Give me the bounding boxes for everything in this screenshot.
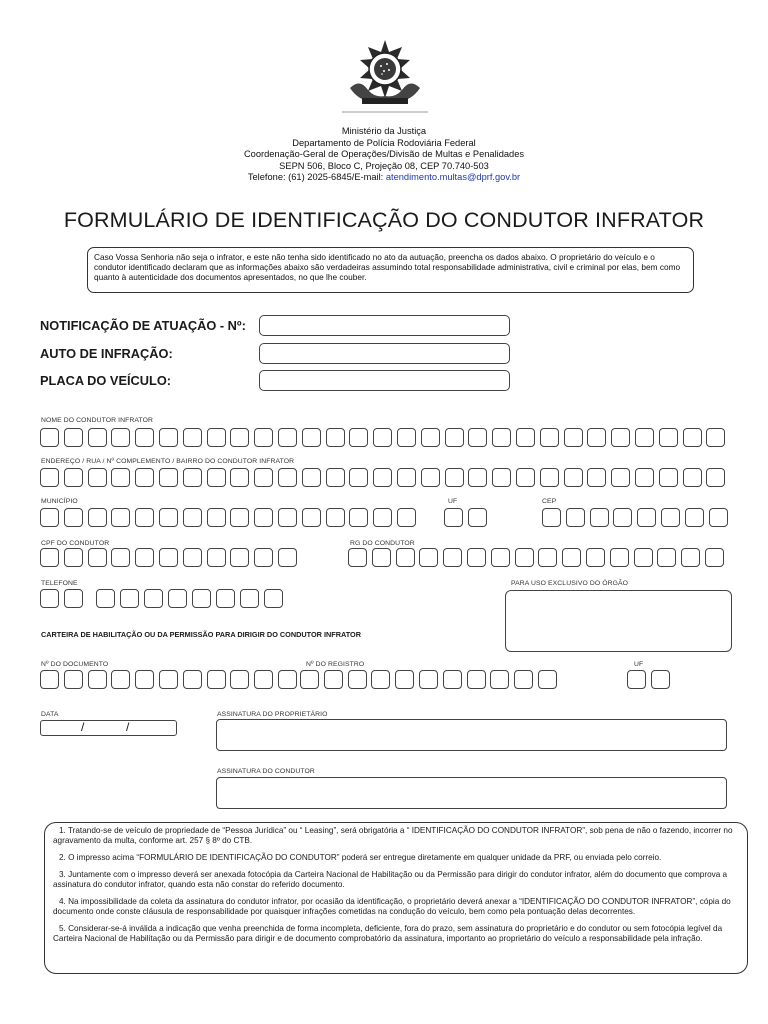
char-box[interactable] [240,589,259,608]
char-box[interactable] [468,508,487,527]
char-box[interactable] [111,468,130,487]
char-box[interactable] [159,468,178,487]
char-box[interactable] [538,548,557,567]
instructions-box [44,822,748,974]
driver-signature-field[interactable] [216,777,727,809]
department-line: Departamento de Polícia Rodoviária Federal [292,137,476,148]
char-box[interactable] [349,468,368,487]
char-box[interactable] [159,670,178,689]
char-box[interactable] [706,428,725,447]
char-box[interactable] [492,468,511,487]
agency-use-label: PARA USO EXCLUSIVO DO ÓRGÃO [511,580,629,587]
char-box[interactable] [637,508,656,527]
char-box[interactable] [168,589,187,608]
char-box[interactable] [326,508,345,527]
char-box[interactable] [159,428,178,447]
char-box[interactable] [144,589,163,608]
char-box[interactable] [681,548,700,567]
instruction-item: 2. O impresso acima “FORMULÁRIO DE IDENTIFICAÇÃO DO CONDUTOR” poderá ser entregue diretamente em qualquer unidade da PRF, ou enviada pelo correio. [59,853,662,862]
char-box[interactable] [88,670,107,689]
form-title: FORMULÁRIO DE IDENTIFICAÇÃO DO CONDUTOR INFRATOR [63,208,705,232]
char-box[interactable] [40,670,59,689]
agency-use-box [505,590,732,652]
char-box[interactable] [207,468,226,487]
char-box[interactable] [542,508,561,527]
char-box[interactable] [230,548,249,567]
city-label: MUNICÍPIO [41,498,78,505]
driver-name-label: NOME DO CONDUTOR INFRATOR [41,417,154,424]
char-box[interactable] [135,548,154,567]
char-box[interactable] [207,670,226,689]
intro-box: Caso Vossa Senhoria não seja o infrator, e este não tenha sido identificado no ato da autuação, preencha os dados abaixo. O proprietário do veículo e o condutor identificado declaram que as informações abaixo são verdadeiras assumindo total responsabilidade administrativa, civil e criminal por elas, bem como quanto à autenticidade dos documentos apresentados, no que lhe couber. [87,247,694,293]
char-box[interactable] [135,428,154,447]
char-box[interactable] [96,589,115,608]
char-box[interactable] [183,508,202,527]
char-box[interactable] [610,548,629,567]
char-box[interactable] [397,508,416,527]
char-box[interactable] [135,508,154,527]
notification-label: NOTIFICAÇÃO DE ATUAÇÃO - Nº: [40,318,246,333]
char-box[interactable] [349,508,368,527]
char-box[interactable] [651,670,670,689]
char-box[interactable] [264,589,283,608]
char-box[interactable] [587,428,606,447]
char-box[interactable] [230,670,249,689]
char-box[interactable] [88,428,107,447]
char-box[interactable] [159,508,178,527]
char-box[interactable] [324,670,343,689]
owner-signature-field[interactable] [216,719,727,751]
char-box[interactable] [135,468,154,487]
char-box[interactable] [111,670,130,689]
char-box[interactable] [540,428,559,447]
char-box[interactable] [395,670,414,689]
char-box[interactable] [515,548,534,567]
char-box[interactable] [64,548,83,567]
char-box[interactable] [421,428,440,447]
date-separator: / [81,720,85,734]
char-box[interactable] [590,508,609,527]
char-box[interactable] [64,670,83,689]
char-box[interactable] [661,508,680,527]
char-box[interactable] [254,548,273,567]
char-box[interactable] [64,428,83,447]
char-box[interactable] [445,468,464,487]
license-section-title: CARTEIRA DE HABILITAÇÃO OU DA PERMISSÃO PARA DIRIGIR DO CONDUTOR INFRATOR [41,630,361,639]
char-box[interactable] [468,468,487,487]
char-box[interactable] [659,468,678,487]
char-box[interactable] [254,468,273,487]
char-box[interactable] [490,670,509,689]
email-link[interactable]: atendimento.multas@dprf.gov.br [385,172,521,183]
char-box[interactable] [183,428,202,447]
char-box[interactable] [516,428,535,447]
cpf-label: CPF DO CONDUTOR [41,540,110,547]
document-number-label: Nº DO DOCUMENTO [41,661,109,668]
instruction-item: 4. Na impossibilidade da coleta da assinatura do condutor infrator, por ocasião da identificação, o proprietário deverá anexar a “IDENTIFICAÇÃO DO CONDUTOR INFRATOR”, cópia do documento onde conste cláusula de responsabilidade por quaisquer infrações cometidas na condução do veículo, bem como pela pontuação delas decorrentes. [53,896,731,916]
char-box[interactable] [445,428,464,447]
char-box[interactable] [183,548,202,567]
phone-label: TELEFONE [41,580,78,587]
char-box[interactable] [419,548,438,567]
char-box[interactable] [611,428,630,447]
char-box[interactable] [348,548,367,567]
owner-signature-label: ASSINATURA DO PROPRIETÁRIO [217,711,328,718]
char-box[interactable] [40,548,59,567]
char-box[interactable] [659,428,678,447]
instruction-item: 3. Juntamente com o impresso deverá ser anexada fotocópia da Carteira Nacional de Habilitação ou da Permissão para dirigir do condutor infrator, além do documento que comprova a assinatura do condutor infrator, quando esta não constar do referido documento. [53,869,728,889]
char-box[interactable] [40,428,59,447]
rg-label: RG DO CONDUTOR [350,540,415,547]
instruction-item: 1. Tratando-se de veículo de propriedade de “Pessoa Jurídica” ou “ Leasing”, será obrigatória a “ IDENTIFICAÇÃO DO CONDUTOR INFRATOR”, sob pena de não o fazendo, incorrer no agravamento da multa, conforme art. 257 § 8º do CTB. [53,826,733,846]
char-box[interactable] [397,468,416,487]
char-box[interactable] [254,670,273,689]
char-box[interactable] [586,548,605,567]
instruction-item: 5. Considerar-se-á inválida a indicação que venha preenchida de forma incompleta, deficiente, fora do prazo, sem assinatura do proprietário e do condutor ou sem fotocópia legível da Carteira Nacional de Habilitação ou da Permissão para dirigir e de documento comprobatório da assinatura, importanto ao proprietário do veículo a responsabilidade pela infração. [53,923,723,943]
char-box[interactable] [254,428,273,447]
char-box[interactable] [468,428,487,447]
date-field[interactable] [40,720,177,736]
char-box[interactable] [207,548,226,567]
char-box[interactable] [373,428,392,447]
char-box[interactable] [326,468,345,487]
date-label: DATA [41,711,59,718]
char-box[interactable] [396,548,415,567]
char-box[interactable] [111,508,130,527]
char-box[interactable] [302,428,321,447]
char-box[interactable] [278,468,297,487]
char-box[interactable] [706,468,725,487]
phone-text: Telefone: (61) 2025-6845/E-mail: [247,172,386,183]
char-box[interactable] [683,428,702,447]
char-box[interactable] [183,468,202,487]
char-box[interactable] [64,468,83,487]
char-box[interactable] [564,468,583,487]
char-box[interactable] [349,428,368,447]
char-box[interactable] [230,428,249,447]
char-box[interactable] [516,468,535,487]
char-box[interactable] [278,428,297,447]
char-box[interactable] [111,548,130,567]
char-box[interactable] [566,508,585,527]
char-box[interactable] [657,548,676,567]
char-box[interactable] [635,468,654,487]
char-box[interactable] [192,589,211,608]
char-box[interactable] [683,468,702,487]
ministry-line: Ministério da Justiça [341,126,427,136]
char-box[interactable] [278,508,297,527]
coat-of-arms-emblem [340,38,430,114]
char-box[interactable] [562,548,581,567]
char-box[interactable] [88,468,107,487]
char-box[interactable] [373,508,392,527]
char-box[interactable] [88,548,107,567]
char-box[interactable] [587,468,606,487]
plate-field[interactable] [259,370,510,391]
char-box[interactable] [40,508,59,527]
char-box[interactable] [443,548,462,567]
char-box[interactable] [300,670,319,689]
char-box[interactable] [613,508,632,527]
char-box[interactable] [207,428,226,447]
char-box[interactable] [230,508,249,527]
char-box[interactable] [302,468,321,487]
char-box[interactable] [514,670,533,689]
char-box[interactable] [278,548,297,567]
char-box[interactable] [467,548,486,567]
char-box[interactable] [611,468,630,487]
char-box[interactable] [634,548,653,567]
char-box[interactable] [685,508,704,527]
infraction-number-field[interactable] [259,343,510,364]
address-label: ENDEREÇO / RUA / Nº COMPLEMENTO / BAIRRO DO CONDUTOR INFRATOR [41,458,295,465]
char-box[interactable] [564,428,583,447]
char-box[interactable] [254,508,273,527]
char-box[interactable] [540,468,559,487]
registry-number-label: Nº DO REGISTRO [306,661,365,668]
char-box[interactable] [326,428,345,447]
char-box[interactable] [709,508,728,527]
char-box[interactable] [372,548,391,567]
char-box[interactable] [111,428,130,447]
state-label: UF [448,498,458,505]
agency-header [0,126,768,184]
date-separator: / [126,720,130,734]
infraction-label: AUTO DE INFRAÇÃO: [40,346,173,361]
char-box[interactable] [159,548,178,567]
char-box[interactable] [421,468,440,487]
char-box[interactable] [371,670,390,689]
char-box[interactable] [64,589,83,608]
char-box[interactable] [444,508,463,527]
char-box[interactable] [443,670,462,689]
char-box[interactable] [627,670,646,689]
char-box[interactable] [467,670,486,689]
char-box[interactable] [88,508,107,527]
char-box[interactable] [302,508,321,527]
notification-number-field[interactable] [259,315,510,336]
char-box[interactable] [40,589,59,608]
char-box[interactable] [40,468,59,487]
char-box[interactable] [135,670,154,689]
char-box[interactable] [491,548,510,567]
char-box[interactable] [538,670,557,689]
contact-line [0,172,768,184]
char-box[interactable] [397,428,416,447]
char-box[interactable] [705,548,724,567]
char-box[interactable] [492,428,511,447]
license-state-label: UF [634,661,644,668]
char-box[interactable] [207,508,226,527]
char-box[interactable] [183,670,202,689]
address-line: SEPN 506, Bloco C, Projeção 08, CEP 70.740-503 [279,160,489,171]
plate-label: PLACA DO VEÍCULO: [40,373,172,388]
char-box[interactable] [635,428,654,447]
char-box[interactable] [64,508,83,527]
coordination-line: Coordenação-Geral de Operações/Divisão de Multas e Penalidades [243,149,525,160]
char-box[interactable] [120,589,139,608]
char-box[interactable] [348,670,367,689]
char-box[interactable] [230,468,249,487]
char-box[interactable] [278,670,297,689]
char-box[interactable] [216,589,235,608]
char-box[interactable] [373,468,392,487]
zip-label: CEP [542,498,557,505]
char-box[interactable] [419,670,438,689]
driver-signature-label: ASSINATURA DO CONDUTOR [217,768,315,775]
